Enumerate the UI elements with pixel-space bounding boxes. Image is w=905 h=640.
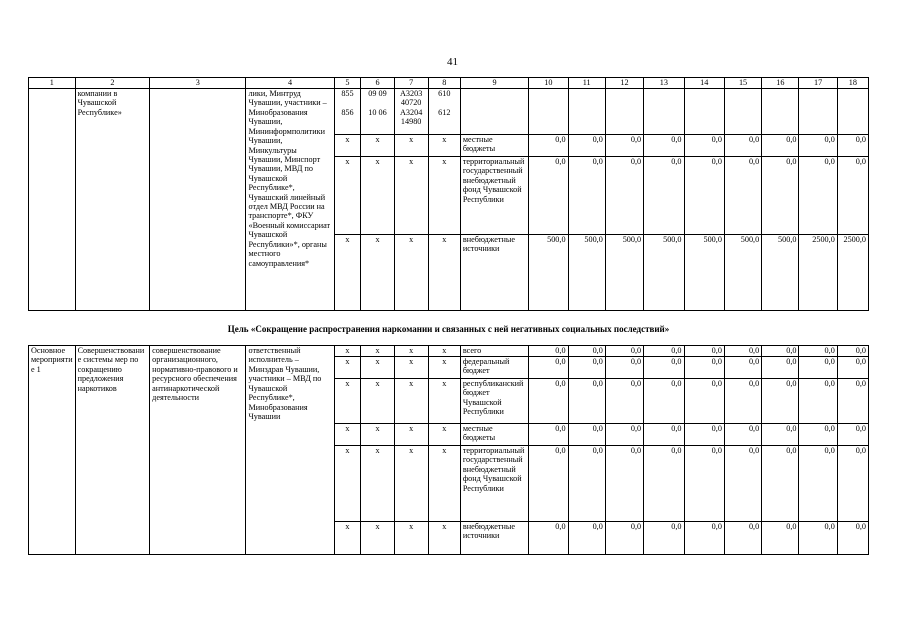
value-cell: 0,0 — [762, 522, 799, 555]
x-cell: x — [428, 346, 460, 357]
header-cell: 1 — [29, 78, 76, 89]
value-cell: 0,0 — [724, 157, 761, 235]
executor-cell: лики, Минтруд Чувашии, участники – Минобразования Чувашии, Мининформполитики Чувашии, Минкультуры Чувашии, Минспорт Чувашии, МВД по Чувашской Республике*, Чувашский линейный отдел МВД России на транспорте*, ФКУ «Военный комиссариат Чувашской Республики»*, органы местного самоуправления* — [246, 89, 334, 311]
value-cell — [568, 89, 605, 135]
header-cell: 2 — [75, 78, 150, 89]
value-cell: 0,0 — [837, 157, 868, 235]
header-cell: 12 — [605, 78, 643, 89]
value-cell — [762, 89, 799, 135]
x-cell: x — [361, 522, 394, 555]
goal-heading: Цель «Сокращение распространения наркомании и связанных с ней негативных социальных последствий» — [227, 324, 670, 334]
value-cell: 0,0 — [799, 357, 837, 379]
task-cell: совершенствование организационного, нормативно-правового и ресурсного обеспечения антинаркотической деятельности — [150, 346, 246, 555]
x-cell: x — [361, 157, 394, 235]
source-cell — [460, 89, 528, 135]
value-cell: 0,0 — [837, 135, 868, 157]
value-cell: 0,0 — [529, 379, 568, 424]
value-cell: 0,0 — [799, 522, 837, 555]
value-cell — [799, 89, 837, 135]
value-cell: 0,0 — [799, 346, 837, 357]
code-cell: 610 612 — [428, 89, 460, 135]
value-cell: 0,0 — [684, 135, 724, 157]
value-cell: 0,0 — [799, 135, 837, 157]
value-cell: 0,0 — [724, 135, 761, 157]
value-cell: 0,0 — [762, 424, 799, 446]
x-cell: x — [394, 446, 428, 522]
x-cell: x — [334, 157, 361, 235]
value-cell: 0,0 — [605, 379, 643, 424]
header-cell: 5 — [334, 78, 361, 89]
value-cell: 0,0 — [568, 346, 605, 357]
header-row — [29, 78, 869, 89]
x-cell: x — [394, 135, 428, 157]
header-cell: 10 — [529, 78, 568, 89]
value-cell: 0,0 — [799, 446, 837, 522]
code-cell: A3203 40720 A3204 14980 — [394, 89, 428, 135]
value-cell: 0,0 — [605, 135, 643, 157]
x-cell: x — [334, 135, 361, 157]
value-cell: 2500,0 — [837, 235, 868, 311]
x-cell: x — [361, 424, 394, 446]
program-table-bottom — [28, 345, 869, 555]
value-cell: 0,0 — [837, 346, 868, 357]
source-cell: республиканский бюджет Чувашской Республики — [460, 379, 528, 424]
value-cell — [644, 89, 684, 135]
header-cell: 15 — [724, 78, 761, 89]
value-cell: 0,0 — [724, 346, 761, 357]
value-cell — [684, 89, 724, 135]
header-cell: 6 — [361, 78, 394, 89]
value-cell — [529, 89, 568, 135]
table-row — [29, 346, 869, 357]
value-cell: 0,0 — [568, 135, 605, 157]
x-cell: x — [334, 346, 361, 357]
value-cell: 0,0 — [724, 522, 761, 555]
x-cell: x — [428, 379, 460, 424]
value-cell — [837, 89, 868, 135]
value-cell: 500,0 — [605, 235, 643, 311]
value-cell: 0,0 — [529, 424, 568, 446]
value-cell: 0,0 — [799, 379, 837, 424]
x-cell: x — [361, 357, 394, 379]
value-cell: 0,0 — [684, 424, 724, 446]
value-cell: 0,0 — [762, 157, 799, 235]
page-number: 41 — [447, 56, 458, 68]
value-cell: 0,0 — [644, 446, 684, 522]
value-cell: 0,0 — [684, 157, 724, 235]
header-cell: 7 — [394, 78, 428, 89]
value-cell: 0,0 — [644, 522, 684, 555]
value-cell: 0,0 — [724, 357, 761, 379]
value-cell: 0,0 — [529, 346, 568, 357]
value-cell: 0,0 — [762, 379, 799, 424]
header-cell: 14 — [684, 78, 724, 89]
value-cell: 0,0 — [799, 424, 837, 446]
x-cell: x — [361, 346, 394, 357]
source-cell: территориальный государственный внебюджетный фонд Чувашской Республики — [460, 446, 528, 522]
value-cell: 0,0 — [724, 424, 761, 446]
value-cell: 0,0 — [684, 522, 724, 555]
value-cell: 0,0 — [529, 357, 568, 379]
x-cell: x — [394, 379, 428, 424]
value-cell: 0,0 — [529, 522, 568, 555]
source-cell: всего — [460, 346, 528, 357]
x-cell: x — [334, 357, 361, 379]
x-cell: x — [428, 135, 460, 157]
x-cell: x — [428, 357, 460, 379]
x-cell: x — [334, 424, 361, 446]
header-cell: 8 — [428, 78, 460, 89]
x-cell: x — [394, 357, 428, 379]
number-cell: Основное мероприятие 1 — [29, 346, 76, 555]
value-cell: 0,0 — [605, 446, 643, 522]
task-cell — [150, 89, 246, 311]
source-cell: местные бюджеты — [460, 424, 528, 446]
x-cell: x — [334, 235, 361, 311]
header-cell: 4 — [246, 78, 334, 89]
value-cell: 0,0 — [568, 446, 605, 522]
header-cell: 3 — [150, 78, 246, 89]
x-cell: x — [428, 446, 460, 522]
value-cell: 0,0 — [837, 522, 868, 555]
x-cell: x — [361, 379, 394, 424]
source-cell: местные бюджеты — [460, 135, 528, 157]
x-cell: x — [334, 446, 361, 522]
source-cell: территориальный государственный внебюджетный фонд Чувашской Республики — [460, 157, 528, 235]
value-cell: 0,0 — [568, 522, 605, 555]
value-cell: 0,0 — [605, 346, 643, 357]
value-cell — [605, 89, 643, 135]
value-cell: 0,0 — [684, 379, 724, 424]
value-cell: 2500,0 — [799, 235, 837, 311]
value-cell: 500,0 — [644, 235, 684, 311]
value-cell: 0,0 — [684, 346, 724, 357]
executor-cell: ответственный исполнитель – Минздрав Чувашии, участники – МВД по Чувашской Республике*, Минобразования Чувашии — [246, 346, 334, 555]
value-cell: 0,0 — [762, 357, 799, 379]
code-cell: 09 09 10 06 — [361, 89, 394, 135]
value-cell: 0,0 — [837, 446, 868, 522]
value-cell: 0,0 — [762, 135, 799, 157]
value-cell: 0,0 — [568, 379, 605, 424]
value-cell: 0,0 — [837, 357, 868, 379]
source-cell: федеральный бюджет — [460, 357, 528, 379]
value-cell: 0,0 — [605, 357, 643, 379]
event-name-cell: Совершенствование системы мер по сокращению предложения наркотиков — [75, 346, 150, 555]
header-cell: 17 — [799, 78, 837, 89]
x-cell: x — [394, 346, 428, 357]
value-cell: 500,0 — [568, 235, 605, 311]
header-cell: 16 — [762, 78, 799, 89]
value-cell: 0,0 — [605, 157, 643, 235]
program-table-top — [28, 77, 869, 311]
header-cell: 11 — [568, 78, 605, 89]
value-cell: 500,0 — [684, 235, 724, 311]
source-cell: внебюджетные источники — [460, 235, 528, 311]
x-cell: x — [361, 446, 394, 522]
value-cell: 0,0 — [837, 424, 868, 446]
value-cell: 0,0 — [644, 157, 684, 235]
value-cell: 0,0 — [644, 357, 684, 379]
header-cell: 18 — [837, 78, 868, 89]
value-cell: 500,0 — [724, 235, 761, 311]
x-cell: x — [428, 424, 460, 446]
value-cell: 500,0 — [529, 235, 568, 311]
header-cell: 13 — [644, 78, 684, 89]
value-cell — [724, 89, 761, 135]
value-cell: 0,0 — [529, 157, 568, 235]
x-cell: x — [428, 157, 460, 235]
value-cell: 0,0 — [605, 522, 643, 555]
x-cell: x — [334, 522, 361, 555]
x-cell: x — [394, 424, 428, 446]
value-cell: 0,0 — [644, 379, 684, 424]
value-cell: 0,0 — [762, 446, 799, 522]
code-cell: 855 856 — [334, 89, 361, 135]
header-cell: 9 — [460, 78, 528, 89]
number-cell — [29, 89, 76, 311]
value-cell: 0,0 — [762, 346, 799, 357]
value-cell: 0,0 — [684, 357, 724, 379]
x-cell: x — [428, 522, 460, 555]
value-cell: 0,0 — [568, 424, 605, 446]
value-cell: 0,0 — [568, 357, 605, 379]
x-cell: x — [334, 379, 361, 424]
value-cell: 0,0 — [644, 424, 684, 446]
value-cell: 0,0 — [529, 135, 568, 157]
value-cell: 500,0 — [762, 235, 799, 311]
event-name-cell: компании в Чувашской Республике» — [75, 89, 150, 311]
x-cell: x — [394, 235, 428, 311]
value-cell: 0,0 — [724, 379, 761, 424]
value-cell: 0,0 — [644, 135, 684, 157]
x-cell: x — [394, 522, 428, 555]
value-cell: 0,0 — [568, 157, 605, 235]
value-cell: 0,0 — [799, 157, 837, 235]
table-row — [29, 89, 869, 135]
source-cell: внебюджетные источники — [460, 522, 528, 555]
value-cell: 0,0 — [605, 424, 643, 446]
x-cell: x — [428, 235, 460, 311]
x-cell: x — [394, 157, 428, 235]
x-cell: x — [361, 135, 394, 157]
x-cell: x — [361, 235, 394, 311]
value-cell: 0,0 — [529, 446, 568, 522]
value-cell: 0,0 — [837, 379, 868, 424]
value-cell: 0,0 — [724, 446, 761, 522]
value-cell: 0,0 — [644, 346, 684, 357]
value-cell: 0,0 — [684, 446, 724, 522]
